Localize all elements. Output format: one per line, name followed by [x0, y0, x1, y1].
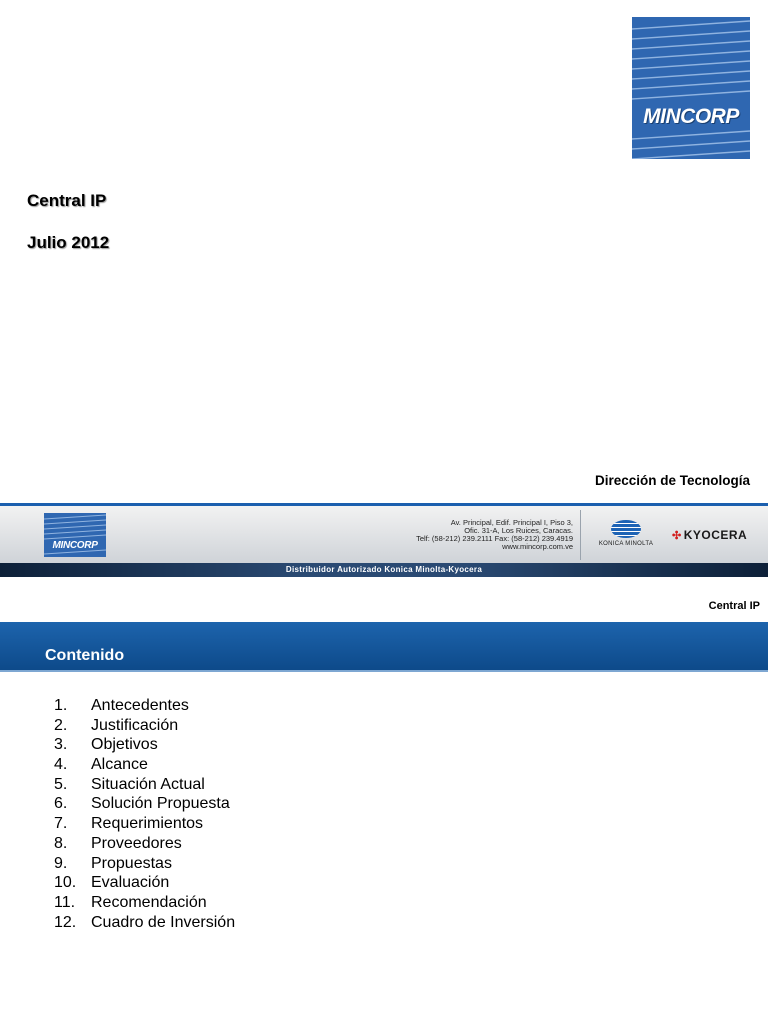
toc-number: 2.: [54, 716, 68, 734]
toc-item: [54, 755, 235, 775]
toc-label: Propuestas: [91, 854, 172, 872]
company-banner: [0, 506, 768, 563]
toc-number: 11.: [54, 893, 76, 911]
toc-item: [54, 735, 235, 755]
toc-item: [54, 814, 235, 834]
toc-item: [54, 893, 235, 913]
banner-divider: [580, 510, 581, 560]
title-slide: [0, 0, 768, 500]
address-line: Av. Principal, Edif. Principal I, Piso 3,: [450, 518, 573, 527]
konica-minolta-logo: [590, 520, 662, 554]
toc-label: Justificación: [91, 716, 179, 734]
toc-label: Recomendación: [91, 893, 207, 911]
toc-item: [54, 696, 235, 716]
banner-mincorp-logo: [44, 513, 106, 557]
department-label: Dirección de Tecnología: [594, 473, 750, 488]
company-address: [416, 519, 573, 551]
slide-header: Central IP: [708, 600, 760, 612]
toc-item: [54, 794, 235, 814]
mincorp-logo: [632, 17, 750, 159]
website-line: www.mincorp.com.ve: [502, 542, 573, 551]
toc-item: [54, 775, 235, 795]
toc-number: 4.: [54, 756, 68, 774]
toc-label: Evaluación: [91, 874, 170, 892]
toc-number: 3.: [54, 736, 68, 754]
toc-label: Antecedentes: [91, 697, 189, 714]
section-title-bar: [0, 622, 768, 672]
toc-number: 6.: [54, 795, 68, 813]
toc-item: [54, 716, 235, 736]
toc-number: 12.: [54, 913, 77, 931]
toc-label: Proveedores: [91, 834, 182, 852]
banner-logo-text: MINCORP: [52, 540, 98, 551]
address-line: Ofic. 31-A, Los Ruices, Caracas.: [464, 526, 573, 535]
table-of-contents: [54, 696, 235, 932]
toc-label: Alcance: [91, 756, 148, 774]
toc-label: Cuadro de Inversión: [91, 913, 236, 931]
konica-globe-icon: [611, 520, 641, 538]
toc-number: 8.: [54, 834, 68, 852]
toc-label: Requerimientos: [91, 815, 204, 833]
toc-item: [54, 834, 235, 854]
toc-item: [54, 873, 235, 893]
slide-title: Central IP: [27, 191, 107, 210]
toc-item: [54, 913, 235, 933]
toc-number: 9.: [54, 854, 68, 872]
toc-number: 1.: [54, 697, 68, 714]
kyocera-text: KYOCERA: [683, 528, 748, 542]
toc-item: [54, 854, 235, 874]
address-line: Telf: (58-212) 239.2111 Fax: (58-212) 239.4919: [416, 534, 573, 543]
konica-text: KONICA MINOLTA: [598, 541, 654, 547]
logo-text: MINCORP: [643, 105, 739, 128]
toc-label: Objetivos: [91, 736, 158, 754]
logo-stripes: [632, 17, 750, 159]
slide-date: Julio 2012: [27, 233, 110, 252]
section-title: Contenido: [45, 647, 125, 664]
toc-number: 10.: [54, 874, 77, 892]
toc-label: Solución Propuesta: [91, 795, 230, 813]
kyocera-mark-icon: ✣: [672, 530, 682, 542]
toc-label: Situación Actual: [91, 775, 205, 793]
toc-number: 5.: [54, 775, 68, 793]
kyocera-logo: [672, 528, 747, 542]
distributor-strip: Distribuidor Autorizado Konica Minolta-Kyocera: [0, 563, 768, 577]
toc-number: 7.: [54, 815, 68, 833]
